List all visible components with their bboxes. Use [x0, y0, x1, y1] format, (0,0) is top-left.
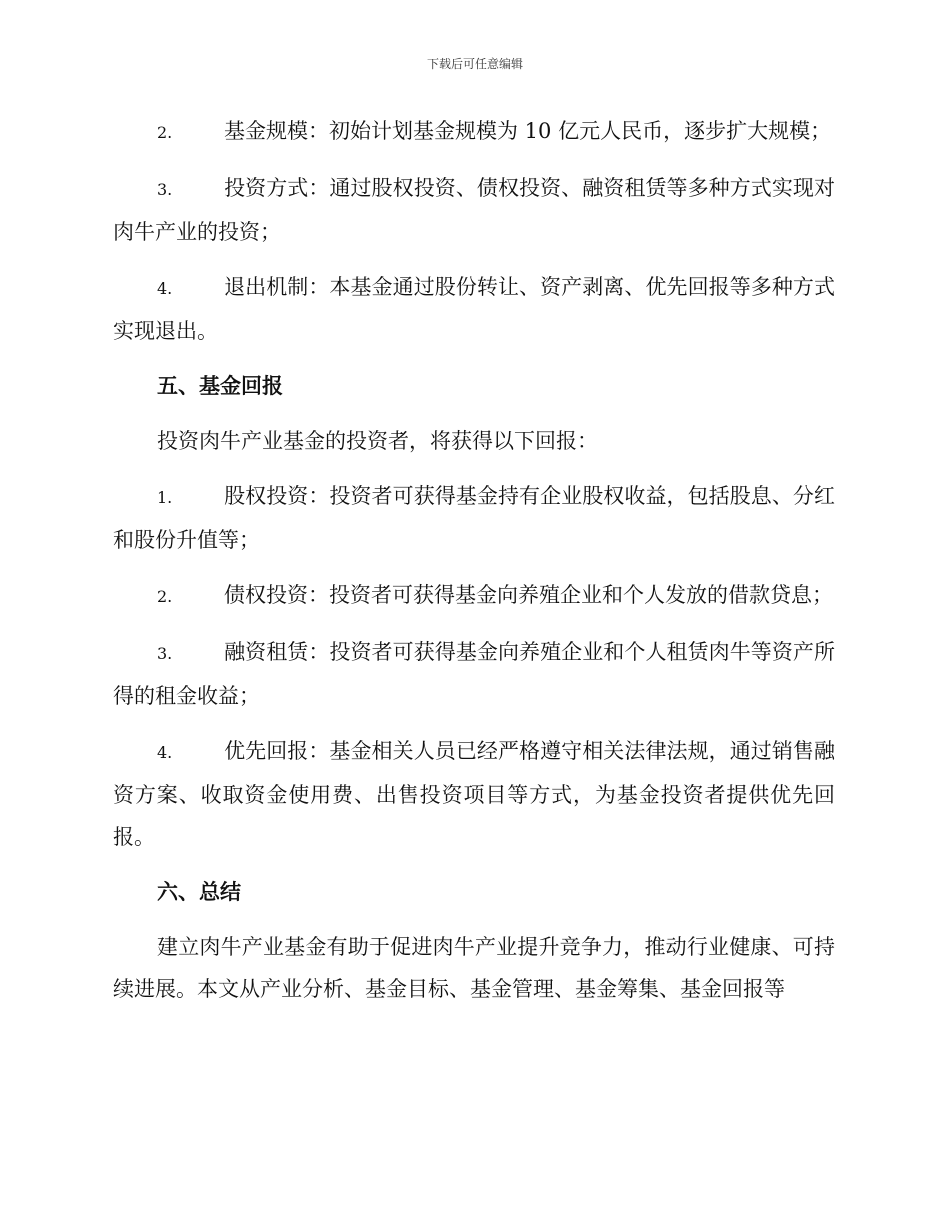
section-heading: 六、总结 — [157, 879, 241, 904]
page-header: 下载后可任意编辑 — [426, 57, 523, 71]
list-item-number: 3. — [157, 644, 173, 663]
paragraph: 投资肉牛产业基金的投资者，将获得以下回报： — [157, 429, 598, 453]
list-item-number: 1. — [157, 488, 173, 507]
list-item — [113, 475, 835, 561]
list-item-number: 2. — [157, 123, 173, 142]
list-item-text: 股权投资：投资者可获得基金持有企业股权收益，包括股息、分红和股份升值等； — [113, 484, 835, 552]
list-item-text: 债权投资：投资者可获得基金向养殖企业和个人发放的借款贷息； — [224, 583, 833, 607]
section-heading: 五、基金回报 — [157, 373, 283, 398]
list-item-number: 3. — [157, 180, 173, 199]
list-item — [113, 574, 835, 618]
list-item-text: 退出机制：本基金通过股份转让、资产剥离、优先回报等多种方式实现退出。 — [113, 275, 835, 343]
paragraph: 建立肉牛产业基金有助于促进肉牛产业提升竞争力，推动行业健康、可持续进展。本文从产业分析、基金目标、基金管理、基金筹集、基金回报等 — [113, 935, 835, 1001]
list-item — [113, 631, 835, 717]
list-item-number: 2. — [157, 587, 173, 606]
list-item-text: 投资方式：通过股权投资、债权投资、融资租赁等多种方式实现对肉牛产业的投资； — [113, 176, 835, 244]
list-item-text: 基金规模：初始计划基金规模为 10 亿元人民币，逐步扩大规模； — [224, 119, 832, 143]
list-item-number: 4. — [157, 743, 173, 762]
list-item-text: 融资租赁：投资者可获得基金向养殖企业和个人租赁肉牛等资产所得的租金收益； — [113, 640, 835, 708]
list-item — [113, 110, 835, 154]
list-item — [113, 266, 835, 352]
list-item — [113, 167, 835, 253]
list-item — [113, 730, 835, 858]
list-item-number: 4. — [157, 279, 173, 298]
list-item-text: 优先回报：基金相关人员已经严格遵守相关法律法规，通过销售融资方案、收取资金使用费、出售投资项目等方式，为基金投资者提供优先回报。 — [113, 739, 835, 849]
document-body — [113, 110, 835, 1023]
